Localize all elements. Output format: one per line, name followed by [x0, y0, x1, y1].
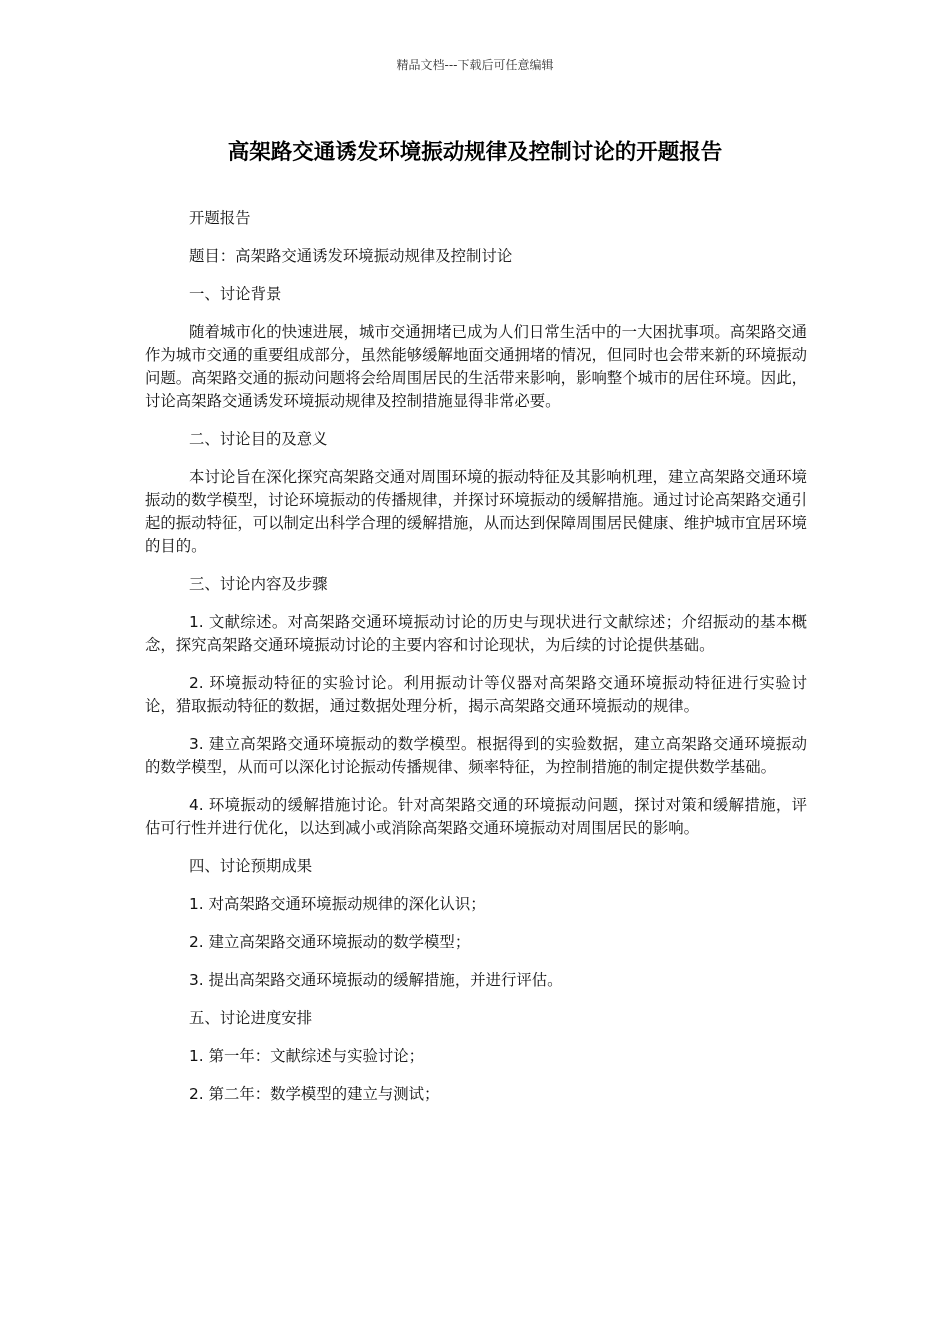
section-heading-background: 一、讨论背景 — [189, 285, 282, 303]
paragraph-background: 随着城市化的快速进展，城市交通拥堵已成为人们日常生活中的一大困扰事项。高架路交通作为城市交通的重要组成部分，虽然能够缓解地面交通拥堵的情况，但同时也会带来新的环境振动问题。高架路交通的振动问题将会给周围居民的生活带来影响，影响整个城市的居住环境。因此，讨论高架路交通诱发环境振动规律及控制措施显得非常必要。 — [145, 323, 807, 410]
paragraph-topic: 题目：高架路交通诱发环境振动规律及控制讨论 — [189, 247, 513, 265]
schedule-item-2: 2. 第二年：数学模型的建立与测试； — [189, 1085, 440, 1103]
document-body — [145, 207, 807, 1121]
content-step-1: 1. 文献综述。对高架路交通环境振动讨论的历史与现状进行文献综述；介绍振动的基本概念，探究高架路交通环境振动讨论的主要内容和讨论现状，为后续的讨论提供基础。 — [145, 613, 807, 654]
section-heading-schedule: 五、讨论进度安排 — [189, 1009, 313, 1027]
section-heading-outcomes: 四、讨论预期成果 — [189, 857, 313, 875]
section-heading-content: 三、讨论内容及步骤 — [189, 575, 328, 593]
content-step-2: 2. 环境振动特征的实验讨论。利用振动计等仪器对高架路交通环境振动特征进行实验讨论，猎取振动特征的数据，通过数据处理分析，揭示高架路交通环境振动的规律。 — [145, 674, 807, 715]
outcome-item-3: 3. 提出高架路交通环境振动的缓解措施，并进行评估。 — [189, 971, 563, 989]
outcome-item-2: 2. 建立高架路交通环境振动的数学模型； — [189, 933, 471, 951]
page-header: 精品文档---下载后可任意编辑 — [396, 58, 554, 72]
content-step-3: 3. 建立高架路交通环境振动的数学模型。根据得到的实验数据，建立高架路交通环境振动的数学模型，从而可以深化讨论振动传播规律、频率特征，为控制措施的制定提供数学基础。 — [145, 735, 807, 776]
paragraph-purpose: 本讨论旨在深化探究高架路交通对周围环境的振动特征及其影响机理，建立高架路交通环境振动的数学模型，讨论环境振动的传播规律，并探讨环境振动的缓解措施。通过讨论高架路交通引起的振动特征，可以制定出科学合理的缓解措施，从而达到保障周围居民健康、维护城市宜居环境的目的。 — [145, 468, 807, 555]
section-heading-purpose: 二、讨论目的及意义 — [189, 430, 328, 448]
content-step-4: 4. 环境振动的缓解措施讨论。针对高架路交通的环境振动问题，探讨对策和缓解措施，评估可行性并进行优化，以达到减小或消除高架路交通环境振动对周围居民的影响。 — [145, 796, 807, 837]
document-title: 高架路交通诱发环境振动规律及控制讨论的开题报告 — [227, 140, 723, 165]
schedule-item-1: 1. 第一年：文献综述与实验讨论； — [189, 1047, 425, 1065]
paragraph-label: 开题报告 — [189, 209, 251, 227]
outcome-item-1: 1. 对高架路交通环境振动规律的深化认识； — [189, 895, 486, 913]
